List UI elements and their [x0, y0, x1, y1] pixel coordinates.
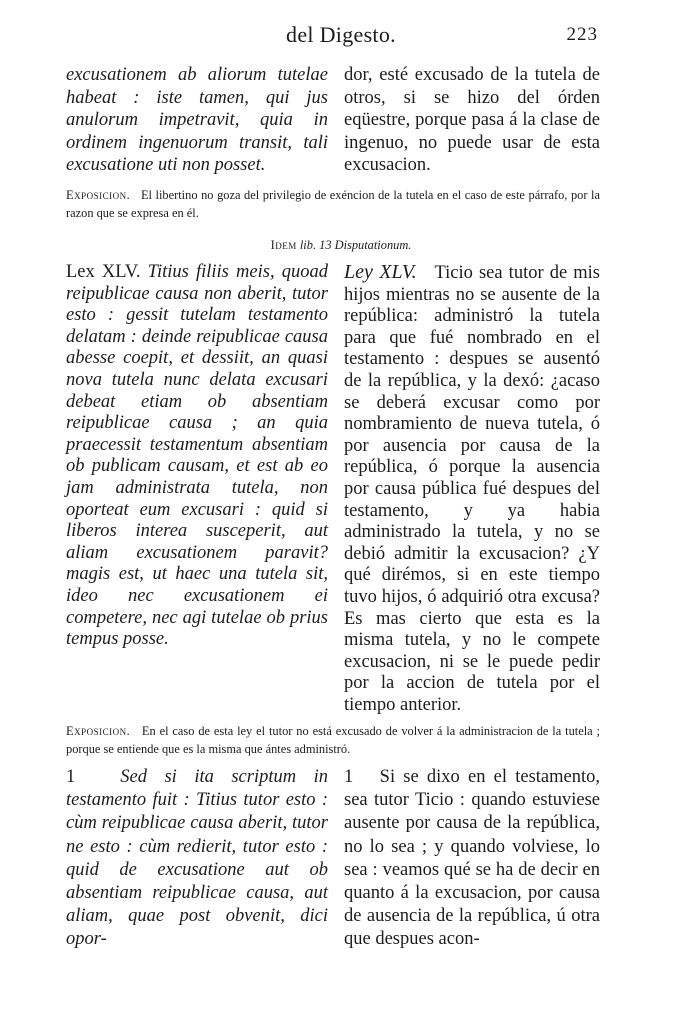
latin-text — [66, 262, 328, 651]
paragraph-number: 1 — [344, 767, 354, 787]
exposicion-note — [66, 186, 600, 222]
spanish-column — [344, 64, 600, 177]
source-citation — [0, 238, 682, 253]
spanish-text: dor, esté excusado de la tutela de otros, si se hizo del órden eqüestre, porque pasa á la clase de ingenuo, no puede usar de esta excusacion. — [344, 65, 600, 175]
lex-heading: Lex XLV. — [66, 262, 141, 282]
ley-heading: Ley XLV. — [344, 261, 417, 283]
latin-column — [66, 766, 328, 952]
exposicion-label: Exposicion. — [66, 188, 131, 202]
latin-text: excusationem ab aliorum tutelae habeat : iste tamen, qui jus anulorum impetravit, quia in ordinem ingenuorum transit, tali excusatione uti non posset. — [66, 65, 328, 175]
source-author: Idem — [270, 238, 297, 252]
spanish-column — [344, 262, 600, 716]
latin-body: Sed si ita scriptum in testamento fuit : Titius tutor esto : cùm reipublicae causa aberit, tutor ne esto : cùm redierit, tutor esto : quid de excusatione aut ob absentiam reipublicae causa, aut aliam, quae post obvenit, dici opor- — [66, 767, 328, 950]
paragraph-number: 1 — [66, 767, 76, 787]
source-work: lib. 13 Disputationum. — [299, 238, 412, 252]
exposicion-label: Exposicion. — [66, 724, 131, 738]
exposicion-text: El libertino no goza del privilegio de exéncion de la tutela en el caso de este párrafo, por la razon que se expresa en él. — [66, 188, 601, 220]
spanish-body: Si se dixo en el testamento, sea tutor Ticio : quando estuviese ausente por causa de la república, no lo sea ; y quando volviese, lo sea : veamos qué se ha de decir en quanto á la excusacion, por causa de ausencia de la república, ú otra que despues acon- — [344, 767, 601, 950]
spanish-text — [344, 262, 600, 716]
latin-column — [66, 64, 328, 177]
spanish-column — [344, 766, 600, 952]
spanish-body: Ticio sea tutor de mis hijos mientras no se ausente de la república: administró la tutela para que fué nombrado en el testamento : despues se ausentó de la república, y la dexó: ¿acaso se deberá excusar como por nombramiento de nueva tutela, ó por ausencia por causa de la república, ó porque la ausencia por causa pública fué despues del testamento, y ya habia administrado la tutela, y no se debió admitir la excusacion? ¿Y qué dirémos, si en este tiempo tuvo hijos, ó adquirió otra excusa? Es mas cierto que esta es la misma tutela, y no le compete excusacion, ni se le puede pedir por la accion de tutela por el tiempo anterior. — [344, 263, 600, 715]
exposicion-note — [66, 722, 600, 758]
latin-text — [66, 766, 328, 952]
running-title: del Digesto. — [286, 22, 396, 47]
exposicion-text: En el caso de esta ley el tutor no está excusado de volver á la administracion de la tutela ; porque se entiende que es la misma que ántes administró. — [66, 724, 600, 756]
latin-column — [66, 262, 328, 651]
latin-body: Titius filiis meis, quoad reipublicae causa non aberit, tutor esto : gessit tutelam testamento delatam : deinde reipublicae causa abesse coepit, et dessiit, an quasi nova tutela nunc delata excusari debeat etiam ob absentiam reipublicae causa ; an quia praecessit testamentum absentiam ob publicam causam, et est ab eo jam administrata tutela, non oporteat eum excusari : quid si liberos interea susceperit, aut aliam excusationem paravit? magis est, ut haec una tutela sit, ideo nec excusationem ei competere, nec agi tutelae ob prius tempus posse. — [66, 262, 328, 650]
page-number: 223 — [566, 24, 598, 45]
spanish-text — [344, 766, 600, 952]
running-head — [0, 22, 682, 52]
